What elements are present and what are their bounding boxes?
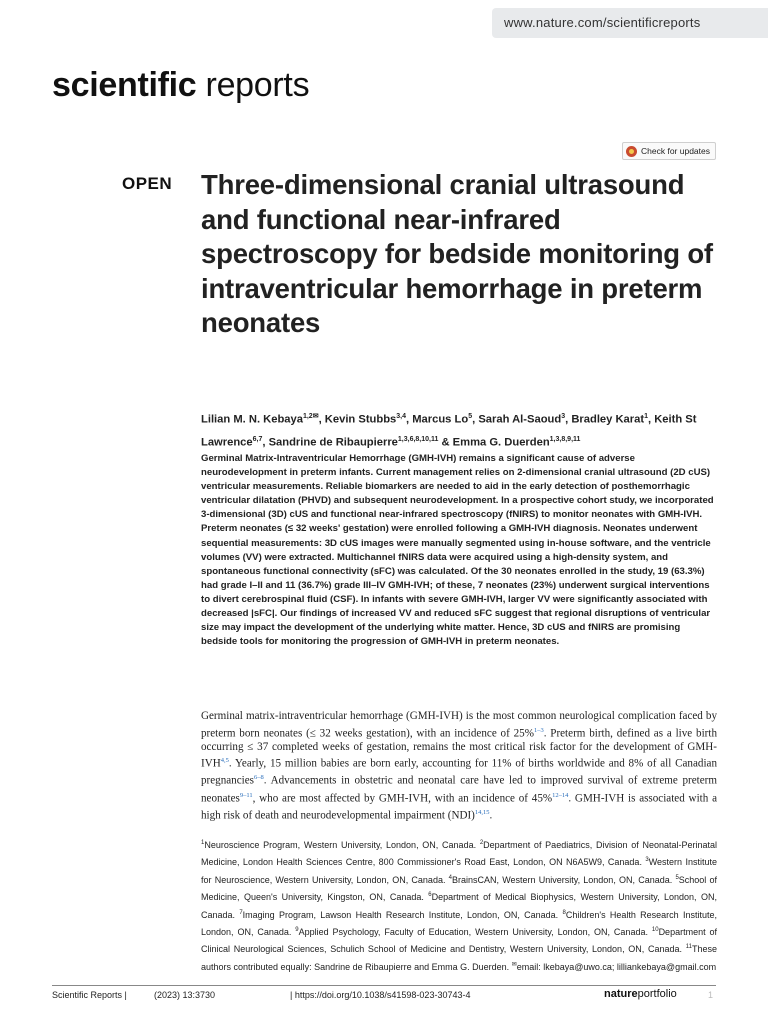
author-name: Sarah Al-Saoud — [478, 413, 562, 426]
nature-portfolio-logo: natureportfolio — [604, 988, 677, 1000]
author-name: Marcus Lo — [412, 413, 469, 426]
affiliation-number: 11 — [685, 944, 692, 951]
author-name: Keith St Lawrence — [201, 413, 697, 449]
affiliation-number: 6 — [428, 892, 432, 899]
check-for-updates-label: Check for updates — [641, 146, 710, 156]
crossmark-icon — [626, 146, 637, 157]
citation-link[interactable]: 14,15 — [474, 808, 490, 816]
author-list: Lilian M. N. Kebaya$^{1,2✉}$, Kevin Stubbs$^{3,4}$, Marcus Lo$^5$, Sarah Al-Saoud$^3$, Bradley Karat$^1$, Keith St Lawrence$^{6,7}$, Sandrine de Ribaupierre$^{1,3,6,8,10,11}$ & Emma G. Duerden$^{1,3,8,9,11}$ — [201, 413, 697, 449]
author-name: Lilian M. N. Kebaya — [201, 413, 303, 426]
author-name: Bradley Karat — [571, 413, 645, 426]
affiliation-number: 7 — [239, 909, 243, 916]
affiliations: $^1$Neuroscience Program, Western University, London, ON, Canada. $^2$Department of Paediatrics, Division of Neonatal-Perinatal Medicine, London Health Sciences Centre, 800 Commissioner's Road East, London, ON N6A5W9, Canada. $^3$Western Institute for Neuroscience, Western University, London, ON, Canada. $^4$BrainsCAN, Western University, London, ON, Canada. $^5$School of Medicine, Queen's University, Kingston, ON, Canada. $^6$Department of Medical Biophysics, Western University, London, ON, Canada. $^7$Imaging Program, Lawson Health Research Institute, London, ON, Canada. $^8$Children's Health Research Institute, London, ON, Canada. $^9$Applied Psychology, Faculty of Education, Western University, London, ON, Canada. $^{10}$Department of Clinical Neurological Sciences, Schulich School of Medicine and Dentistry, Western University, London, ON, Canada. $^{11}$These authors contributed equally: Sandrine de Ribaupierre and Emma G. Duerden. ✉email: lkebaya@uwo.ca; lilliankebaya@gmail.com — [201, 840, 718, 972]
author-affiliation-marker: 1 — [644, 413, 648, 420]
citation-link[interactable]: 4,5 — [220, 757, 229, 765]
citation-link[interactable]: 12–14 — [552, 791, 569, 799]
journal-url[interactable]: www.nature.com/scientificreports — [504, 15, 701, 30]
affiliation-number: 2 — [479, 840, 484, 846]
check-for-updates-button[interactable] — [622, 142, 716, 160]
author-affiliation-marker: 3,4 — [396, 413, 407, 420]
affiliation-number: ✉ — [511, 961, 517, 968]
author-affiliation-marker: 6,7 — [252, 435, 263, 443]
logo-bold: scientific — [52, 66, 197, 104]
affiliation-number: 10 — [651, 927, 659, 934]
affiliation-number: 5 — [675, 874, 679, 881]
affiliation-number: 9 — [295, 927, 299, 934]
author-affiliation-marker: 1,3,8,9,11 — [549, 435, 581, 443]
affiliation-number: 3 — [645, 857, 649, 864]
author-name: Sandrine de Ribaupierre — [268, 436, 398, 449]
journal-url-banner — [492, 8, 768, 38]
page-number: 1 — [708, 990, 714, 1000]
footer-citation: (2023) 13:3730 — [154, 990, 216, 1000]
affiliation-number: 1 — [201, 840, 205, 846]
article-title: Three-dimensional cranial ultrasound and functional near-infrared spectroscopy for bedside monitoring of intraventricular hemorrhage in preterm neonates — [201, 169, 713, 338]
affiliation-number: 8 — [562, 909, 566, 916]
journal-logo — [52, 66, 309, 105]
logo-light: reports — [205, 66, 310, 104]
footer-divider — [52, 985, 716, 986]
citation-link[interactable]: 1–3 — [533, 726, 544, 734]
author-name: Kevin Stubbs — [324, 413, 397, 426]
footer-journal: Scientific Reports | — [52, 990, 127, 1000]
affiliation-number: 4 — [448, 874, 452, 881]
citation-link[interactable]: 9–11 — [239, 791, 253, 799]
author-affiliation-marker: 3 — [561, 413, 566, 420]
abstract: Germinal Matrix-Intraventricular Hemorrhage (GMH-IVH) remains a significant cause of adverse neurodevelopment in preterm infants. Current management relies on 2-dimensional cranial ultrasound (2D cUS) ventricular measurements. Reliable biomarkers are needed to aid in the early detection of posthemorrhagic ventricular dilatation (PHVD) and subsequent neurodevelopment. In a prospective cohort study, we incorporated 3-dimensional (3D) cUS and functional near-infrared spectroscopy (fNIRS) to monitor neonates with GMH-IVH. Preterm neonates (≤ 32 weeks' gestation) were enrolled following a GMH-IVH diagnosis. Neonates underwent sequential measurements: 3D cUS images were manually segmented using in-house software, and the ventricle volumes (VV) were extracted. Multichannel fNIRS data were acquired using a high-density system, and spontaneous functional connectivity (sFC) was calculated. Of the 30 neonates enrolled in the study, 19 (63.3%) had grade I–II and 11 (36.7%) grade III–IV GMH-IVH; of these, 7 neonates (23%) underwent surgical interventions to divert cerebrospinal fluid (CSF). In infants with severe GMH-IVH, larger VV were significantly associated with decreased |sFC|. Our findings of increased VV and reduced sFC suggest that regional disruptions of ventricular size may impact the development of the underlying white matter. Hence, 3D cUS and fNIRS are promising bedside tools for monitoring the progression of GMH-IVH in preterm neonates. — [201, 453, 714, 648]
open-access-label: OPEN — [122, 174, 173, 193]
footer-doi[interactable]: | https://doi.org/10.1038/s41598-023-30743-4 — [290, 990, 471, 1000]
citation-link[interactable]: 6–8 — [253, 774, 264, 782]
author-affiliation-marker: 1,2✉ — [302, 413, 319, 420]
author-affiliation-marker: 1,3,6,8,10,11 — [397, 435, 439, 443]
author-name: Emma G. Duerden — [452, 436, 550, 449]
author-affiliation-marker: 5 — [468, 413, 473, 420]
introduction-paragraph: Germinal matrix-intraventricular hemorrhage (GMH-IVH) is the most common neurological complication faced by preterm born neonates (≤ 32 weeks gestation), with an incidence of 25%$^{1-3}$. Preterm birth, defined as a live birth occurring ≤ 37 completed weeks of gestation, remains the most critical risk factor for the development of GMH-IVH$^{4,5}$. Yearly, 15 million babies are born early, accounting for 11% of births worldwide and 8% of all Canadian pregnancies$^{6-8}$. Advancements in obstetric and neonatal care have led to improved survival of extreme preterm neonates$^{9-11}$, who are most affected by GMH-IVH, with an incidence of 45%$^{12-14}$. GMH-IVH is associated with a high risk of death and neurodevelopmental impairment (NDI)$^{14,15}$. — [201, 710, 717, 822]
